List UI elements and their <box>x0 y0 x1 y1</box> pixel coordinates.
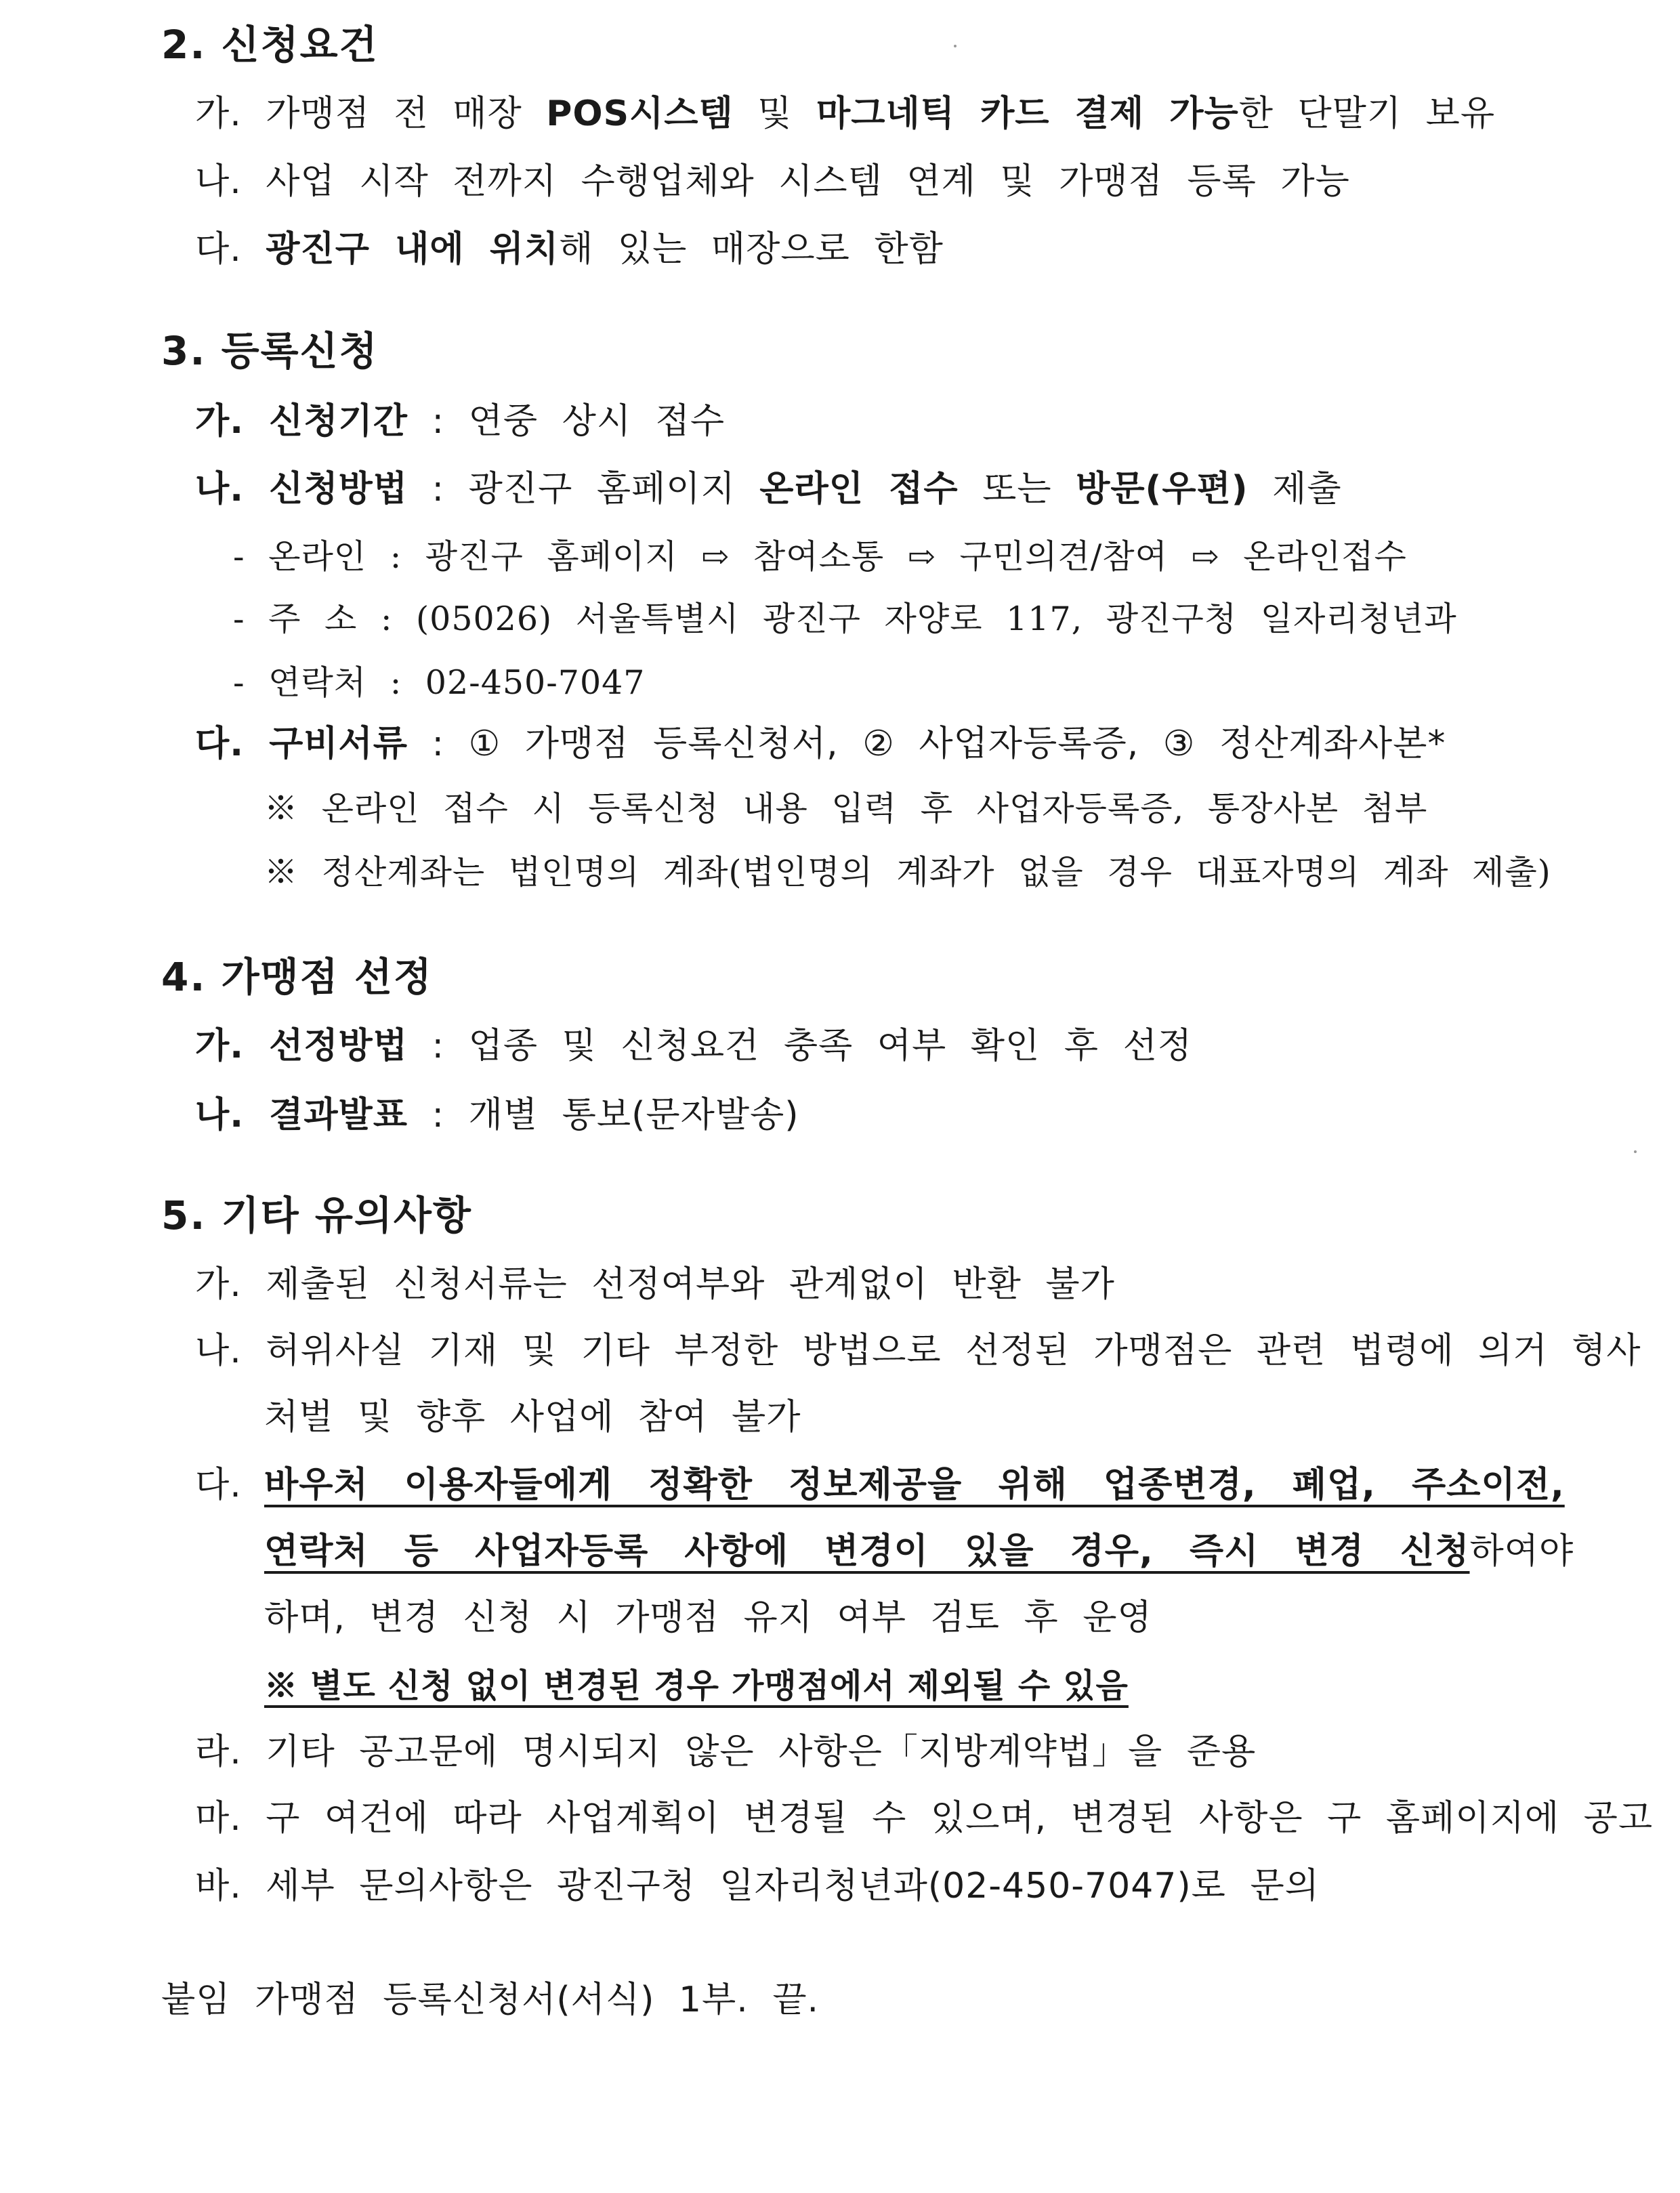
section-4-title: 4. 가맹점 선정 <box>161 954 433 1000</box>
s5-da-line2-underlined: 연락처 등 사업자등록 사항에 변경이 있을 경우, 즉시 변경 신청 <box>264 1531 1470 1572</box>
section-5-title: 5. 기타 유의사항 <box>161 1192 472 1238</box>
s4-ga-text: : 업종 및 신청요건 충족 여부 확인 후 선정 <box>408 1026 1193 1066</box>
s3-da-text: : ① 가맹점 등록신청서, ② 사업자등록증, ③ 정산계좌사본* <box>408 724 1446 764</box>
s2-ga-bold-card: 마그네틱 카드 결제 가능 <box>816 93 1239 134</box>
s5-item-ma: 마. 구 여건에 따라 사업계획이 변경될 수 있으며, 변경된 사항은 구 홈페이지에 공고 <box>195 1798 1654 1839</box>
s3-ga-label: 가. 신청기간 <box>195 401 408 442</box>
scan-speck <box>954 45 957 47</box>
s5-da-prefix: 다. <box>195 1465 242 1505</box>
attachment-line: 붙임 가맹점 등록신청서(서식) 1부. 끝. <box>161 1980 820 2020</box>
s5-item-na-line1: 나. 허위사실 기재 및 기타 부정한 방법으로 선정된 가맹점은 관련 법령에 의거 형사 <box>195 1331 1641 1371</box>
s3-na-bold-visit: 방문(우편) <box>1076 469 1248 509</box>
s3-item-na <box>195 467 1342 511</box>
s4-na-text: : 개별 통보(문자발송) <box>408 1095 799 1135</box>
s5-da-line3: 하며, 변경 신청 시 가맹점 유지 여부 검토 후 운영 <box>264 1597 1152 1638</box>
s5-item-na-line2: 처벌 및 향후 사업에 참여 불가 <box>264 1397 801 1438</box>
s5-item-ra: 라. 기타 공고문에 명시되지 않은 사항은「지방계약법」을 준용 <box>195 1732 1257 1772</box>
s4-item-na <box>195 1093 799 1137</box>
s5-da-note: ※ 별도 신청 없이 변경된 경우 가맹점에서 제외될 수 있음 <box>264 1666 1129 1705</box>
s3-ga-text: : 연중 상시 접수 <box>408 401 726 442</box>
s3-da-label: 다. 구비서류 <box>195 724 408 764</box>
s2-ga-text: 가. 가맹점 전 매장 <box>195 93 547 134</box>
s2-item-ga <box>195 92 1495 135</box>
s5-da-line1: 바우처 이용자들에게 정확한 정보제공을 위해 업종변경, 폐업, 주소이전, <box>264 1465 1565 1505</box>
s3-online: - 온라인 : 광진구 홈페이지 ⇨ 참여소통 ⇨ 구민의견/참여 ⇨ 온라인접수 <box>233 537 1407 576</box>
s5-da-line2-post: 하여야 <box>1469 1531 1574 1572</box>
s3-na-pre: : 광진구 홈페이지 <box>408 469 760 509</box>
s3-note-2: ※ 정산계좌는 법인명의 계좌(법인명의 계좌가 없을 경우 대표자명의 계좌 제출) <box>264 853 1551 892</box>
s5-item-ba: 바. 세부 문의사항은 광진구청 일자리청년과(02-450-7047)로 문의 <box>195 1866 1320 1906</box>
scan-speck <box>1634 1150 1637 1153</box>
s3-item-ga <box>195 400 725 443</box>
s3-note-1: ※ 온라인 접수 시 등록신청 내용 입력 후 사업자등록증, 통장사본 첨부 <box>264 789 1428 828</box>
s3-address: - 주 소 : (05026) 서울특별시 광진구 자양로 117, 광진구청 일자리청년과 <box>233 600 1457 638</box>
s2-ga-bold-pos: POS시스템 <box>546 93 734 134</box>
s3-na-mid: 또는 <box>958 469 1076 509</box>
section-3-title: 3. 등록신청 <box>161 328 379 374</box>
section-2-title: 2. 신청요건 <box>161 22 379 68</box>
s3-na-label: 나. 신청방법 <box>195 469 408 509</box>
s5-item-ga: 가. 제출된 신청서류는 선정여부와 관계없이 반환 불가 <box>195 1264 1115 1305</box>
s2-da-prefix: 다. <box>195 229 266 270</box>
s2-ga-mid: 및 <box>733 93 817 134</box>
s4-na-label: 나. 결과발표 <box>195 1095 408 1135</box>
s2-da-post: 해 있는 매장으로 한함 <box>559 229 944 270</box>
s2-item-da <box>195 228 944 271</box>
s2-ga-post: 한 단말기 보유 <box>1238 93 1496 134</box>
s3-na-bold-online: 온라인 접수 <box>759 469 959 509</box>
s3-contact: - 연락처 : 02-450-7047 <box>233 663 646 702</box>
s3-item-da <box>195 722 1446 766</box>
s3-na-post: 제출 <box>1248 469 1342 509</box>
s2-da-bold: 광진구 내에 위치 <box>266 229 560 270</box>
s2-item-na: 나. 사업 시작 전까지 수행업체와 시스템 연계 및 가맹점 등록 가능 <box>195 161 1350 202</box>
s4-ga-label: 가. 선정방법 <box>195 1026 408 1066</box>
s5-da-line2 <box>264 1530 1574 1573</box>
s4-item-ga <box>195 1024 1192 1068</box>
